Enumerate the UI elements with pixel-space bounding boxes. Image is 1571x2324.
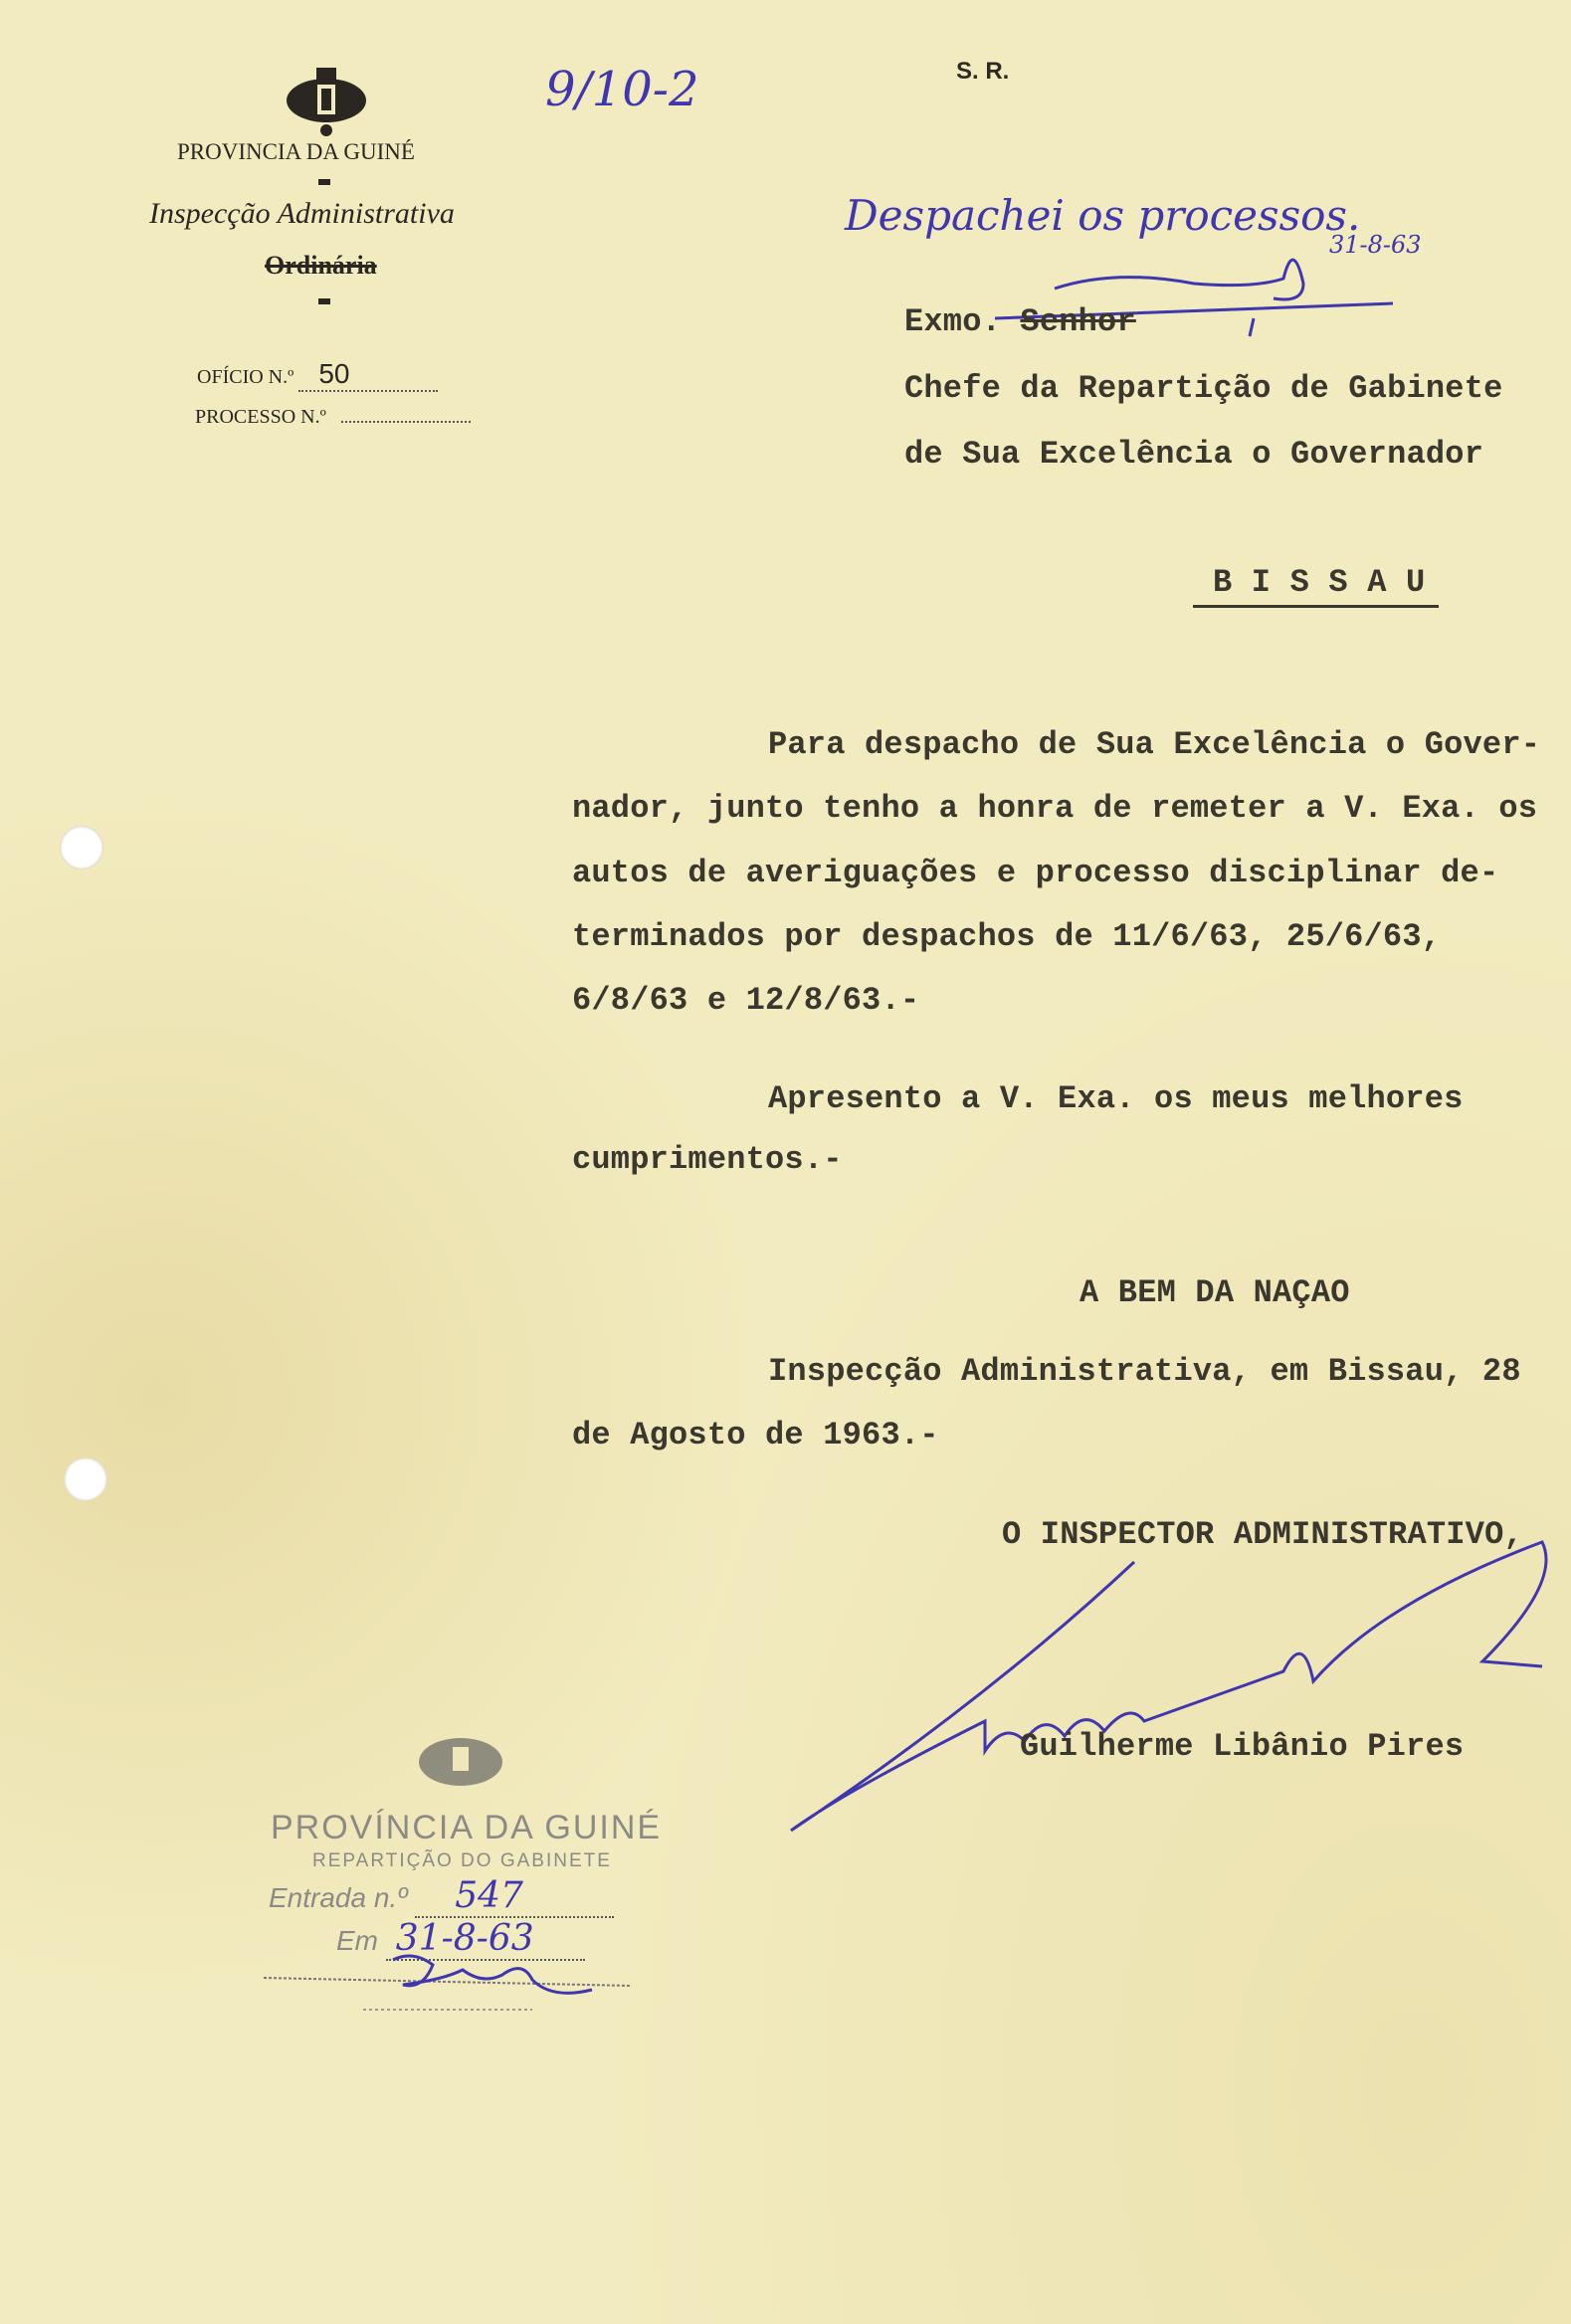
body-line: Para despacho de Sua Excelência o Gover-: [768, 726, 1541, 763]
em-label: Em: [336, 1925, 378, 1956]
addressee-line1: Chefe da Repartição de Gabinete: [904, 370, 1503, 407]
processo-label: PROCESSO N.º: [195, 406, 326, 428]
em-date: 31-8-63: [395, 1918, 534, 1959]
place-date-line: de Agosto de 1963.-: [572, 1417, 939, 1453]
processo-field: [195, 406, 471, 429]
handwritten-despacho-date: 31-8-63: [1329, 231, 1422, 259]
stamp-crest-icon: [416, 1729, 505, 1795]
letterhead-struck-word: Ordinária: [265, 251, 377, 280]
punch-hole: [60, 826, 103, 870]
stamp-office: REPARTIÇÃO DO GABINETE: [312, 1850, 612, 1871]
classification-mark: S. R.: [956, 58, 1010, 85]
addressee-city: B I S S A U: [1193, 564, 1439, 608]
coat-of-arms-icon: [282, 63, 371, 137]
letterhead-province: PROVINCIA DA GUINÉ: [177, 139, 415, 164]
stamp-initials: [264, 1950, 642, 2020]
salutation-struck: Senhor: [1020, 303, 1136, 340]
signatory-name: Guilherme Libânio Pires: [1020, 1728, 1465, 1765]
signatory-title: O INSPECTOR ADMINISTRATIVO,: [1002, 1516, 1523, 1553]
place-date-line: Inspecção Administrativa, em Bissau, 28: [768, 1353, 1521, 1390]
addressee-line2: de Sua Excelência o Governador: [904, 436, 1484, 473]
oficio-label: OFÍCIO N.º: [197, 366, 295, 388]
divider: [318, 298, 330, 304]
handwritten-despacho: Despachei os processos.: [845, 191, 1361, 240]
salutation: Exmo.: [904, 303, 1002, 340]
oficio-field: [197, 358, 438, 392]
addressee-salutation: [904, 303, 1136, 340]
divider: [318, 179, 330, 185]
entrada-number: 547: [455, 1875, 523, 1916]
body-line: nador, junto tenho a honra de remeter a V. Exa. os: [572, 790, 1538, 827]
body-line: terminados por despachos de 11/6/63, 25/6/63,: [572, 918, 1442, 955]
motto: A BEM DA NAÇAO: [1080, 1274, 1350, 1311]
body-line: cumprimentos.-: [572, 1141, 843, 1178]
stamp-entrada: [269, 1875, 614, 1918]
handwritten-signature: [786, 1522, 1562, 1850]
entrada-label: Entrada n.º: [269, 1882, 408, 1913]
body-line: 6/8/63 e 12/8/63.-: [572, 982, 920, 1019]
body-line: autos de averiguações e processo disciplinar de-: [572, 855, 1499, 891]
handwritten-reference: 9/10-2: [545, 62, 699, 117]
punch-hole: [64, 1457, 107, 1501]
body-line: Apresento a V. Exa. os meus melhores: [768, 1080, 1464, 1117]
stamp-province: PROVÍNCIA DA GUINÉ: [271, 1809, 663, 1846]
oficio-number: 50: [318, 358, 350, 389]
letterhead-department: Inspecção Administrativa: [149, 197, 455, 230]
